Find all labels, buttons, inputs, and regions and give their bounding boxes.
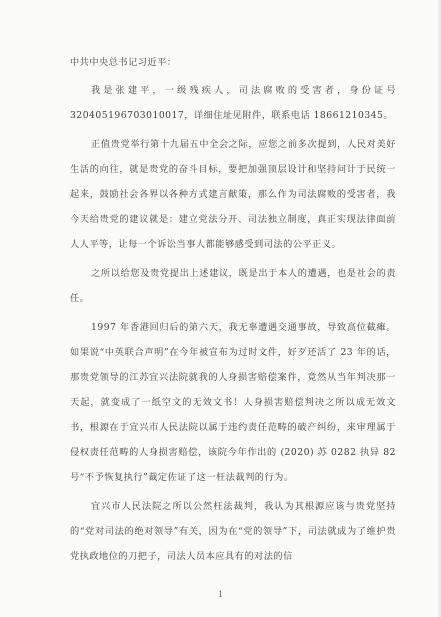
paragraph-court-analysis: 宜兴市人民法院之所以公然枉法裁判，我认为其根源应该与贵党坚持的“党对司法的绝对领导”有关，因为在“党的领导”下，司法就成为了维护贵党执政地位的刀把子，司法人员本应具有的对法的信 bbox=[70, 501, 396, 562]
paragraph-introduction: 我是张建平，一级残疾人，司法腐败的受害者，身份证号 320405196703010017，详细住址见附件，联系电话 18661210345。 bbox=[70, 85, 396, 121]
page-number: 1 bbox=[218, 589, 223, 599]
paragraph-accident-case: 1997 年香港回归后的第六天，我无辜遭遇交通事故，导致高位截瘫。如果说“中英联合声明”在今年被宣布为过时文件，好歹还活了 23 年的话，那贵党领导的江苏宜兴法院就我的人身损害赔偿案件，竟然从当年判决那一天起，就变成了一纸空文的无效文书！人身损害赔偿判决之所以成无效文书，根源在于宜兴市人民法院以属于违约责任范畴的破产纠纷，来审理属于侵权责任范畴的人身损害赔偿，该院今年作出的 (2020) 苏 0282 执异 82 号“不予恢复执行”裁定佐证了这一枉法裁判的行为。 bbox=[70, 322, 396, 483]
salutation: 中共中央总书记习近平： bbox=[70, 57, 177, 68]
letter-body bbox=[70, 50, 396, 573]
paragraph-motivation: 之所以给您及贵党提出上述建议，既是出于本人的遭遇，也是社会的责任。 bbox=[70, 268, 396, 304]
paragraph-proposal: 正值贵党举行第十九届五中全会之际，应您之前多次提到，人民对美好生活的向往，就是贵党的奋斗目标，要把加强顶层设计和坚持问计于民统一起来，鼓励社会各界以各种方式建言献策，那么作为司法腐败的受害者，我今天给贵党的建议就是：建立党法分开、司法独立制度，真正实现法律面前人人平等，让每一个诉讼当事人都能够感受到司法的公平正义。 bbox=[70, 139, 396, 250]
